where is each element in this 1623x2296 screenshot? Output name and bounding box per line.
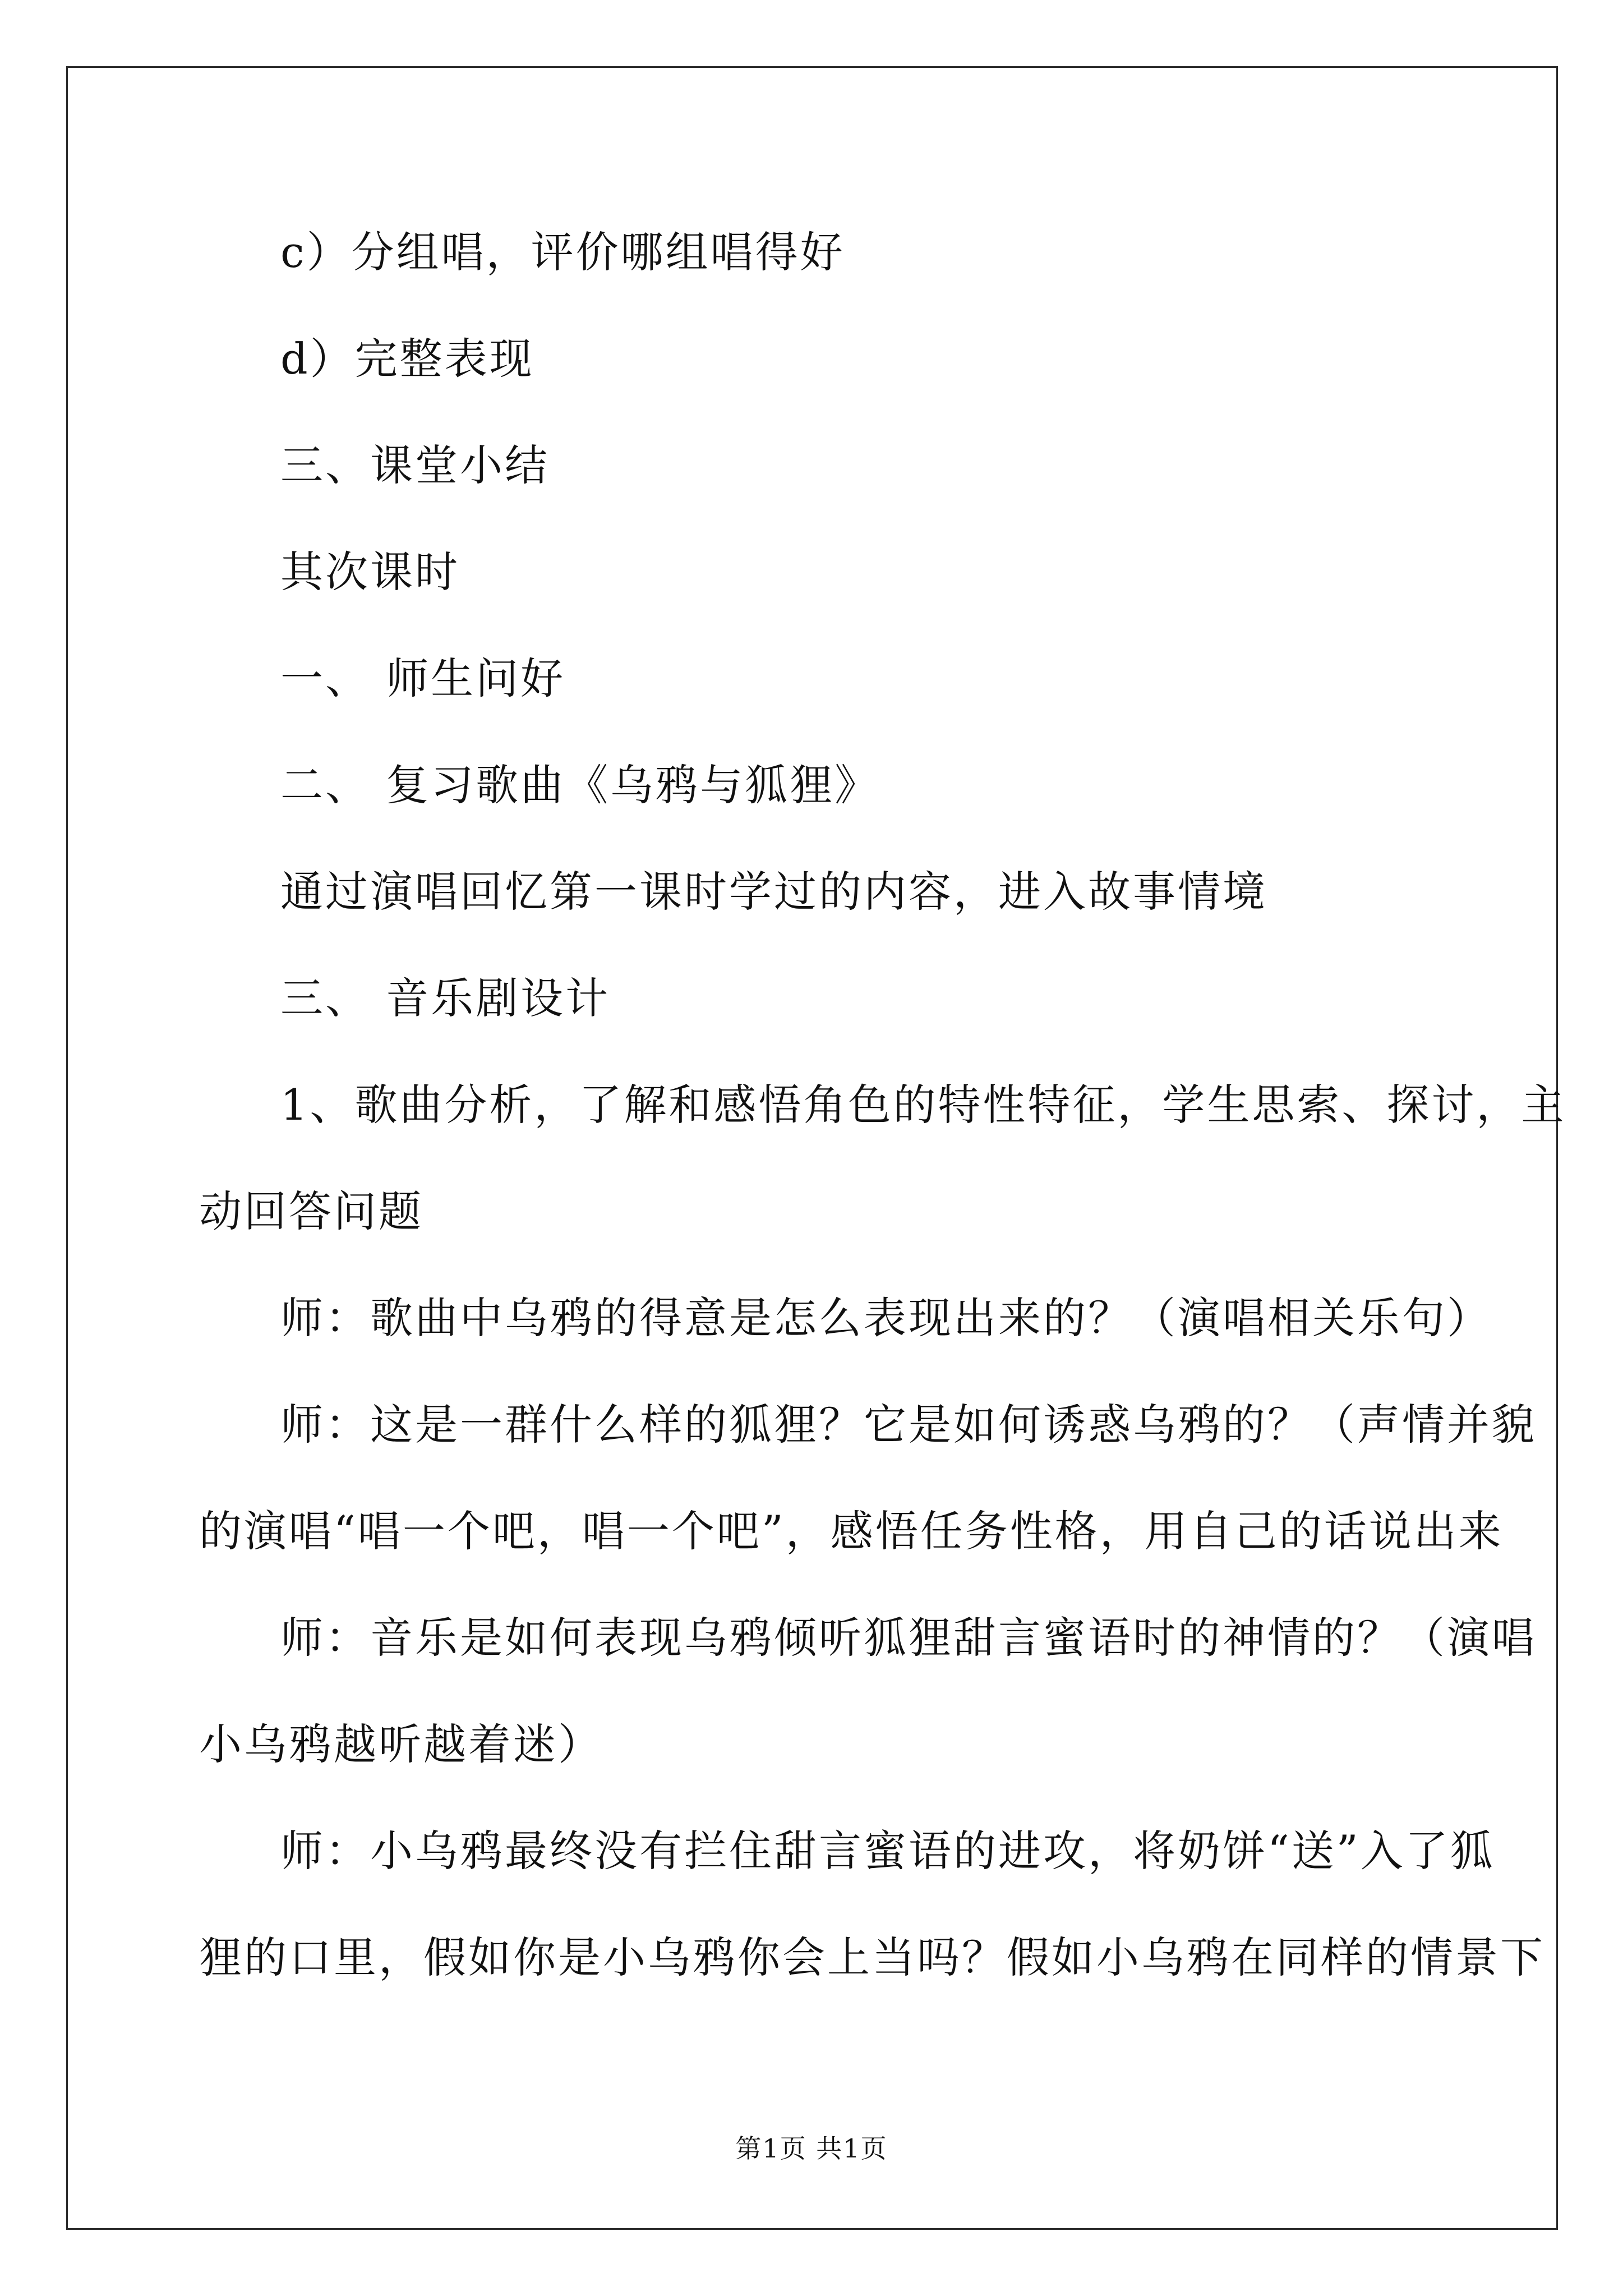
text-line: c）分组唱，评价哪组唱得好 [280, 227, 845, 277]
page-border [66, 66, 1558, 2230]
text-line: 师：小乌鸦最终没有拦住甜言蜜语的进攻，将奶饼“送”入了狐 [280, 1826, 1495, 1876]
text-line: 师：音乐是如何表现乌鸦倾听狐狸甜言蜜语时的神情的？（演唱 [280, 1613, 1537, 1663]
text-line: 通过演唱回忆第一课时学过的内容，进入故事情境 [280, 867, 1267, 917]
section-heading: 三、课堂小结 [280, 440, 550, 490]
page-number-footer: 第1页 共1页 [735, 2133, 888, 2164]
text-line: 小乌鸦越听越着迷） [199, 1719, 603, 1769]
text-line: 的演唱“唱一个吧，唱一个吧”，感悟任务性格，用自己的话说出来 [199, 1506, 1504, 1556]
text-line: 动回答问题 [199, 1186, 423, 1236]
text-line: 二、 复习歌曲《乌鸦与狐狸》 [280, 760, 880, 810]
text-line: 师：这是一群什么样的狐狸？它是如何诱惑乌鸦的？（声情并貌 [280, 1400, 1537, 1450]
text-line: 三、 音乐剧设计 [280, 973, 611, 1023]
text-line: d）完整表现 [280, 334, 534, 384]
section-heading: 其次课时 [280, 547, 460, 597]
text-line: 一、 师生问好 [280, 654, 566, 703]
text-line: 1、歌曲分析，了解和感悟角色的特性特征，学生思索、探讨，主 [280, 1080, 1566, 1130]
text-line: 狸的口里，假如你是小乌鸦你会上当吗？假如小乌鸦在同样的情景下 [199, 1932, 1545, 1982]
text-line: 师：歌曲中乌鸦的得意是怎么表现出来的？（演唱相关乐句） [280, 1293, 1492, 1343]
